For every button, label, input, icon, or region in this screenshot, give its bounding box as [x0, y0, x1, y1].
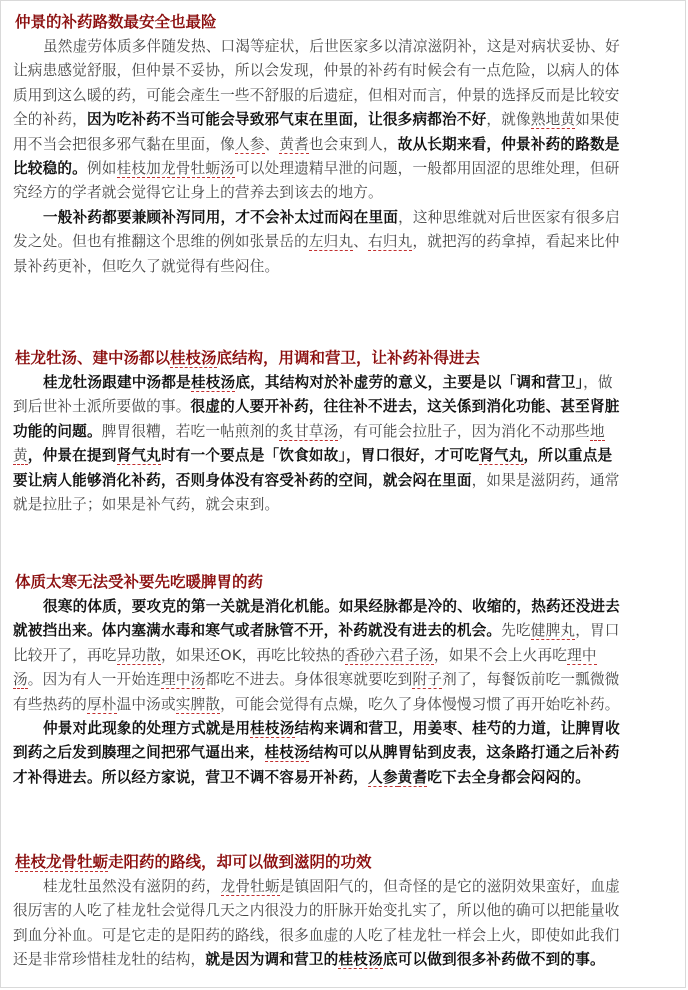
text-line: [13, 948, 673, 972]
text-line: 景补药更补，但吃久了就觉得有些闷住。: [13, 257, 280, 275]
text-run: 先吃: [501, 622, 531, 640]
section-heading: [15, 347, 687, 369]
emphasis: 才补得进去。所以经方家说，营卫不调不容易开补药，: [13, 768, 369, 786]
text-line: [13, 668, 673, 692]
emphasis: 仲景对此现象的处理方式就是用: [43, 720, 251, 738]
emphasis: 结构来调和营卫，用姜枣、桂芍的力道，让脾胃收: [294, 720, 620, 738]
emphasis: 底，其结构对於补虚劳的意义，主要是以「调和营卫」: [235, 374, 584, 391]
formula-link[interactable]: 桂枝汤: [170, 349, 217, 367]
text-run: 可以处理遗精早泄的问题，一般都用固涩的思维处理，但研: [234, 160, 620, 178]
text-run: ，这种思维就对后世医家有很多启: [398, 208, 620, 226]
formula-link[interactable]: 异功散: [116, 646, 161, 664]
text-run: 还是非常珍惜桂龙牡的结构，: [13, 951, 206, 969]
herb-link[interactable]: 龙骨牡蛎: [220, 878, 280, 895]
herb-link[interactable]: 人参: [234, 135, 265, 153]
text-line: [13, 595, 673, 619]
emphasis: ，所以重点是: [523, 447, 613, 465]
text-run: 温中汤或: [116, 695, 176, 713]
text-line: [13, 230, 673, 254]
section-1: [1, 11, 687, 279]
paragraph: [1, 206, 687, 279]
text-run: 是镇固阳气的，但奇怪的是它的滋阴效果蛮好，血虚: [279, 878, 620, 895]
text-line: [13, 395, 673, 419]
section-3: [1, 571, 687, 790]
formula-link[interactable]: 理中汤: [160, 671, 206, 689]
section-heading: [15, 851, 687, 873]
text-run: 例如: [86, 160, 117, 178]
text-line: 就是拉肚子；如果是补气药，就会束到。: [13, 496, 280, 514]
text-run: ，可能会觉得有点燥，吃久了身体慢慢习惯了再开始吃补药。: [220, 695, 620, 713]
text-run: 、: [353, 233, 369, 251]
text-line: [13, 741, 673, 765]
heading-run: 底结构，用调和营卫，让补药补得进去: [216, 349, 481, 367]
paragraph: [1, 35, 687, 206]
emphasis: 吃下去全身都会闷闷的。: [427, 768, 590, 786]
text-line: 究经方的学者就会觉得它让身上的营养去到该去的地方。: [13, 184, 383, 202]
emphasis: 一般补药都要兼顾补泻同用，才不会补太过而闷在里面: [43, 208, 399, 226]
text-run: 如果使: [575, 111, 620, 129]
text-run: 桂龙牡虽然没有滋阴的药，: [43, 878, 221, 895]
emphasis: 底可以做到很多补药做不到的事。: [382, 951, 605, 969]
text-line: [13, 108, 673, 132]
emphasis: 要让病人能够消化补药，否则身体没有容受补药的空间，就会闷在里面: [13, 471, 472, 489]
section-4: [1, 851, 687, 973]
emphasis: 很虚的人要开补药，往往补不进去，这关係到消化功能、甚至肾脏: [190, 398, 620, 416]
formula-link[interactable]: 桂枝汤: [264, 744, 309, 762]
text-run: ，如果还OK，再吃比较热的: [160, 646, 346, 664]
herb-link[interactable]: 厚朴: [86, 695, 117, 713]
text-line: 让病患感觉舒服，但仲景不妥协，所以会发现，仲景的补药有时候会有一点危险，以病人的体: [13, 62, 620, 80]
text-run: 用不当会把很多邪气黏在里面，像: [13, 135, 235, 153]
text-line: [13, 133, 673, 157]
emphasis: 故从长期来看，仲景补药的路数是: [397, 135, 620, 153]
formula-link[interactable]: 炙甘草汤: [279, 422, 339, 440]
section-heading: 体质太寒无法受补要先吃暖脾胃的药: [15, 573, 264, 591]
text-run: 发之处。但也有推翻这个思维的例如张景岳的: [13, 233, 309, 251]
emphasis: 到药之后发到腠理之间把邪气逼出来，: [13, 744, 265, 762]
text-run: ，有可能会拉肚子，因为消化不动那些: [338, 422, 590, 440]
text-run: 也会束到人，: [308, 135, 398, 153]
herb-link[interactable]: 黄耆: [397, 768, 428, 786]
formula-link[interactable]: 肾气丸: [116, 447, 161, 465]
formula-link[interactable]: 桂枝汤: [250, 720, 295, 738]
text-run: 、: [264, 135, 280, 153]
formula-link[interactable]: 香砂六君子汤: [345, 646, 434, 664]
text-line: [13, 766, 673, 790]
emphasis: ，仲景在提到: [27, 447, 117, 465]
text-line: [13, 206, 673, 230]
text-run: 。因为有人一开始连: [27, 671, 161, 689]
section-heading: 仲景的补药路数最安全也最险: [15, 13, 217, 31]
heading-run: 走阳药的路线，却可以做到滋阴的功效: [108, 853, 372, 871]
emphasis: 因为吃补药不当可能会导致邪气束在里面，让很多病都治不好: [86, 111, 487, 129]
formula-link[interactable]: 汤: [13, 671, 28, 689]
text-line: [13, 644, 673, 668]
text-run: ，做: [583, 374, 613, 391]
emphasis: 很寒的体质，要攻克的第一关就是消化机能。如果经脉都是冷的、收缩的，热药还没进去: [43, 598, 620, 615]
text-run: 都吃不进去。身体很寒就要吃到: [205, 671, 413, 689]
text-run: ，如果是滋阴药，通常: [471, 471, 620, 489]
emphasis: 比较稳的。: [13, 160, 87, 178]
heading-run: 桂龙牡汤、建中汤都以: [15, 349, 171, 367]
herb-link[interactable]: 人参: [368, 768, 398, 786]
text-run: 到后世补土派所要做的事。: [13, 398, 191, 416]
formula-link[interactable]: 桂枝汤: [190, 374, 236, 391]
emphasis: 就被挡出来。体内塞满水毒和寒气或者脉管不开，补药就没有进去的机会。: [13, 622, 502, 640]
formula-link[interactable]: 左归丸: [308, 233, 354, 251]
text-run: 全的补药，: [13, 111, 87, 129]
formula-link[interactable]: 理中: [567, 646, 597, 664]
paragraph: [1, 875, 687, 973]
text-run: 比较开了，再吃: [13, 646, 117, 664]
text-line: [13, 444, 673, 468]
paragraph: [1, 371, 687, 517]
emphasis: 时有一个要点是「饮食如故」，胃口很好，才可吃: [160, 447, 480, 465]
paragraph: [1, 717, 687, 790]
formula-link[interactable]: 实脾散: [175, 695, 221, 713]
formula-link[interactable]: 健脾丸: [530, 622, 576, 640]
formula-link[interactable]: 肾气丸: [479, 447, 524, 465]
text-run: 剂了，每餐饭前吃一瓢微微: [442, 671, 620, 689]
text-line: [13, 157, 673, 181]
herb-link[interactable]: 附子: [412, 671, 443, 689]
text-run: 有些热药的: [13, 695, 87, 713]
formula-link[interactable]: 桂枝加龙骨牡蛎汤: [116, 160, 235, 178]
formula-link[interactable]: 桂枝汤: [338, 951, 383, 969]
paragraph: [1, 595, 687, 717]
text-line: [13, 469, 673, 493]
text-line: [13, 371, 673, 395]
text-line: [13, 717, 673, 741]
herb-link[interactable]: 黄耆: [279, 135, 309, 153]
text-line: [13, 619, 673, 643]
formula-link[interactable]: 桂枝龙骨牡蛎: [15, 853, 109, 871]
text-run: ，就像: [486, 111, 531, 129]
herb-link[interactable]: 地: [589, 422, 605, 440]
text-line: 到血分补血。可是它走的是阳药的路线，很多血虚的人吃了桂龙牡一样会上火，即使如此我们: [13, 926, 620, 944]
text-line: [13, 693, 673, 717]
formula-link[interactable]: 右归丸: [368, 233, 413, 251]
text-line: 虽然虚劳体质多伴随发热、口渴等症状，后世医家多以清凉滋阴补，这是对病状妥协、好: [43, 38, 620, 55]
herb-link[interactable]: 熟地黄: [530, 111, 576, 129]
herb-link[interactable]: 黄: [13, 447, 28, 465]
emphasis: 就是因为调和营卫的: [205, 951, 339, 969]
section-2: [1, 347, 687, 517]
text-line: [13, 420, 673, 444]
text-run: ，就把泻的药拿掉，看起来比仲: [412, 233, 620, 251]
emphasis: 功能的问题。: [13, 422, 102, 440]
emphasis: 桂龙牡汤跟建中汤都是: [43, 374, 191, 391]
text-run: ，如果不会上火再吃: [433, 646, 568, 664]
text-line: [13, 875, 673, 899]
text-line: 很厉害的人吃了桂龙牡会觉得几天之内很没力的肝脉开始变扎实了，所以他的确可以把能量收: [13, 902, 620, 920]
text-line: 质用到这么暖的药，可能会產生一些不舒服的后遗症，但相对而言，仲景的选择反而是比较安: [13, 86, 620, 104]
text-run: ，胃口: [575, 622, 620, 640]
emphasis: 结构可以从脾胃钻到皮表，这条路打通之后补药: [308, 744, 620, 762]
text-run: 脾胃很糟，若吃一帖煎剂的: [101, 422, 280, 440]
